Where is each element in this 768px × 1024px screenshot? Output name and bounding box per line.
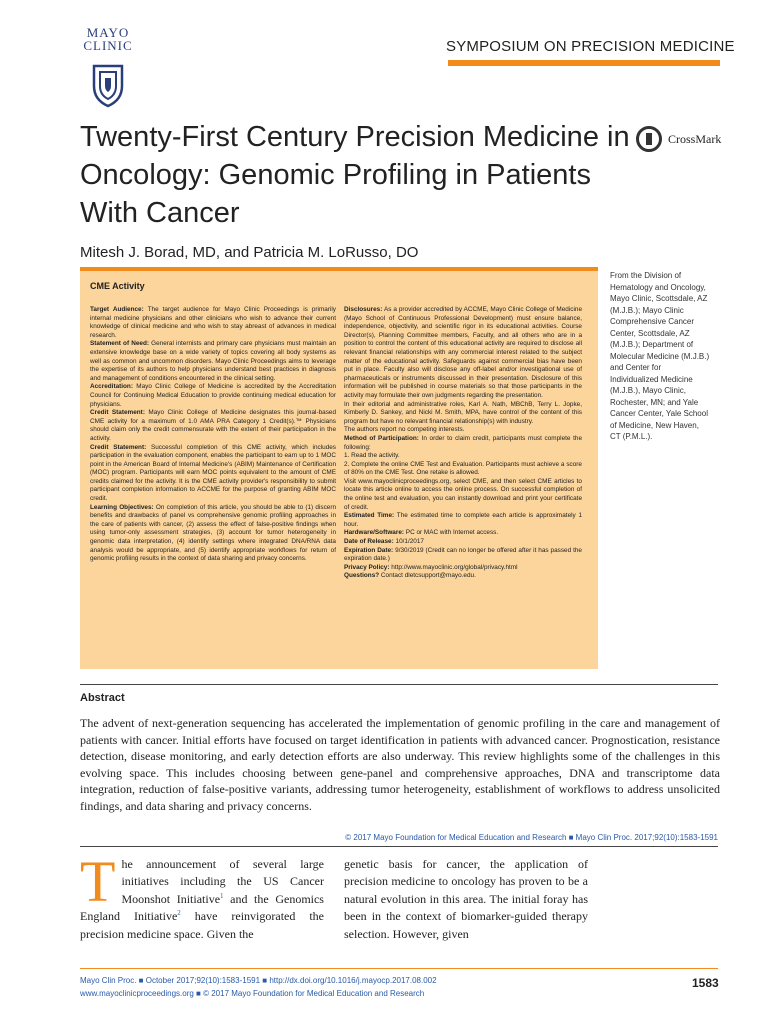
abstract-top-rule [80, 684, 718, 685]
cme-paragraph [344, 538, 582, 547]
cme-label: Accreditation: [90, 383, 133, 391]
cme-label: Method of Participation: [344, 434, 419, 442]
cme-label: Credit Statement: [90, 409, 145, 417]
cme-text: General internists and primary care physicians must maintain an extensive knowledge base on a wide variety of topics covering all body systems as well as common and uncommon disorders. Mayo Clinic Proceedings aims to leverage the expertise of its authors to help physicians understand best practices in diagnosis and management of conditions encountered in the clinical setting. [90, 340, 336, 382]
cme-text: Mayo Clinic College of Medicine is accredited by the Accreditation Council for Continuing Medical Education to provide continuing medical education for physicians. [90, 383, 336, 408]
reference-link-1[interactable]: 1 [220, 891, 224, 900]
footer-citation-link[interactable]: Mayo Clin Proc. ■ October 2017;92(10):1583-1591 ■ http://dx.doi.org/10.1016/j.mayocp.2017.08.002 [80, 976, 437, 985]
footer-website-link[interactable]: www.mayoclinicproceedings.org ■ © 2017 Mayo Foundation for Medical Education and Research [80, 989, 425, 998]
logo-text-line1: MAYO [86, 25, 130, 40]
cme-text: As a provider accredited by ACCME, Mayo Clinic College of Medicine (Mayo School of Continuous Professional Development) must ensure balance, independence, objectivity, and scientific rigor in its educational activities. Course Director(s), Planning Committee members, Faculty, and all others who are in a position to control the content of this educational activity are required to disclose all relevant financial relationships with any commercial interest related to the subject matter of the educational activity. Safeguards against commercial bias have been put in place. Faculty also will disclose any off-label and/or investigational use of pharmaceuticals or instruments discussed in their presentation. Disclosure of this information will be published in course materials so that those participants in the activity may formulate their own judgments regarding the presentation. [344, 306, 582, 399]
cme-paragraph [344, 529, 582, 538]
cme-text: 10/1/2017 [393, 538, 424, 546]
cme-paragraph [344, 547, 582, 564]
cme-paragraph [344, 572, 582, 581]
cme-label: Disclosures: [344, 306, 383, 313]
cme-paragraph [90, 409, 336, 443]
cme-text: Mayo Clinic College of Medicine designates this journal-based CME activity for a maximum of 1.0 AMA PRA Category 1 Credit(s).™ Physicians should claim only the credit commensurate with the extent of their participation in the activity. [90, 409, 336, 442]
cme-text: PC or MAC with Internet access. [404, 529, 499, 537]
cme-label: Credit Statement: [90, 443, 147, 451]
footer-rule [80, 968, 718, 969]
abstract-bottom-rule [80, 846, 718, 847]
cme-text: The estimated time to complete each article is approximately 1 hour. [344, 512, 582, 528]
mayo-clinic-logo [78, 26, 138, 112]
body-text-a: he announcement of several large initiatives including the US Cancer Moonshot Initiative [121, 857, 324, 906]
cme-paragraph [90, 444, 336, 504]
cme-paragraph [90, 340, 336, 383]
cme-right-column [344, 306, 582, 581]
cme-paragraph [344, 461, 582, 478]
cme-label: Privacy Policy: [344, 563, 390, 571]
cme-text: Contact dletcsupport@mayo.edu. [379, 572, 476, 580]
page-number: 1583 [692, 976, 719, 990]
cme-paragraph [344, 435, 582, 452]
author-affiliations: From the Division of Hematology and Oncology, Mayo Clinic, Scottsdale, AZ (M.J.B.); Mayo Clinic Comprehensive Cancer Center, Scottsdale, AZ (M.J.B.); Department of Molecular Medicine (M.J.B.) and Center for Individualized Medicine (M.J.B.), Mayo Clinic, Rochester, MN; and Yale Cancer Center, Yale School of Medicine, New Haven, CT (P.M.L.). [610, 271, 710, 441]
logo-text-line2: CLINIC [83, 38, 133, 53]
cme-paragraph [90, 504, 336, 564]
shield-icon [92, 64, 124, 108]
cme-label: Target Audience: [90, 306, 144, 313]
body-column-left [80, 849, 324, 943]
cme-label: Statement of Need: [90, 340, 149, 348]
section-header: SYMPOSIUM ON PRECISION MEDICINE [446, 38, 735, 55]
cme-paragraph [90, 383, 336, 409]
footer [80, 974, 437, 1000]
body-text-b: and the Genomics England Initiative [80, 891, 324, 924]
reference-link-2[interactable]: 2 [177, 909, 181, 918]
cme-label: Questions? [344, 572, 380, 580]
cme-text: In their editorial and administrative roles, Karl A. Nath, MBChB, Terry L. Jopke, Kimberly D. Sankey, and Nicki M. Smith, MPA, have control of the content of this program but have no relevant financial relationship(s) with industry. [344, 400, 582, 425]
cme-text: 2. Complete the online CME Test and Evaluation. Participants must achieve a score of 80% on the CME Test. One retake is allowed. [344, 460, 582, 477]
cme-label: Estimated Time: [344, 512, 395, 520]
cme-text: The target audience for Mayo Clinic Proceedings is primarily internal medicine physicians and other clinicians who wish to advance their current knowledge of clinical medicine and who wish to stay abreast of advances in medical research. [90, 306, 336, 339]
body-text-c: have reinvigorated the precision medicine space. Given the [80, 909, 324, 941]
cme-text: The authors report no competing interests. [344, 426, 465, 434]
body-column-right: genetic basis for cancer, the application of precision medicine to oncology has proven to be a natural evolution in this area. The initial foray has been in the context of biomarker-guided therapy selection. However, given [344, 857, 588, 941]
cme-text: 9/30/2019 (Credit can no longer be offered after it has passed the expiration date.) [344, 546, 582, 563]
abstract-text: The advent of next-generation sequencing has accelerated the implementation of genomic profiling in the care and management of patients with cancer. Initial efforts have focused on target identification in patients with advanced cancer. Prognostication, resistance detection, disease monitoring, and early detection efforts are also underway. This review highlights some of the challenges in this evolving space. This includes choosing between gene-panel and comprehensive approaches, DNA and transcriptome data integration, reduction of false-positive variants, addressing tumor heterogeneity, establishment of workflows to address unsolicited findings, and data sharing and privacy concerns. [80, 716, 720, 813]
cme-paragraph [344, 478, 582, 512]
authors: Mitesh J. Borad, MD, and Patricia M. LoRusso, DO [80, 244, 419, 261]
cme-label: Hardware/Software: [344, 529, 405, 537]
abstract-copyright: © 2017 Mayo Foundation for Medical Education and Research ■ Mayo Clin Proc. 2017;92(10):1583-1591 [345, 833, 718, 842]
cme-paragraph [344, 426, 582, 435]
abstract-heading: Abstract [80, 692, 125, 704]
cme-text: On completion of this article, you should be able to (1) discern benefits and drawbacks of panel vs comprehensive genomic profiling approaches in the care of patients with cancer, (2) assess the effect of false-positive findings when using tumor-only assessment strategies, (3) account for tumor heterogeneity in genomic data interpretation, (4) identify settings where integrated DNA/RNA data analysis would be appropriate, and (5) identify appropriate workflows for return of genomic profiling results in the context of data sharing and privacy concerns. [90, 503, 336, 563]
cme-paragraph [344, 306, 582, 401]
cme-paragraph [90, 306, 336, 340]
crossmark-label: CrossMark [668, 132, 722, 146]
cme-text: Successful completion of this CME activity, which includes participation in the evaluation component, enables the participant to earn up to 1 MOC point in the American Board of Internal Medicine's (ABIM) Maintenance of Certification (MOC) program. Participants will earn MOC points equivalent to the amount of CME credits claimed for the activity. It is the CME activity provider's responsibility to submit participant completion information to ACCME for the purpose of granting ABIM MOC credit. [90, 443, 337, 503]
cme-text: In order to claim credit, participants must complete the following: [344, 434, 582, 451]
cme-label: Learning Objectives: [90, 503, 154, 511]
drop-cap: T [80, 849, 116, 914]
cme-heading: CME Activity [90, 281, 145, 291]
cme-text: http://www.mayoclinic.org/global/privacy.html [389, 563, 518, 571]
cme-text: 1. Read the activity. [344, 452, 400, 460]
crossmark-badge[interactable] [636, 126, 726, 156]
cme-paragraph [344, 564, 582, 573]
section-rule [448, 60, 720, 66]
cme-paragraph [344, 452, 582, 461]
cme-left-column [90, 306, 336, 564]
cme-text: Visit www.mayoclinicproceedings.org, select CME, and then select CME articles to locate this article online to access the online process. On successful completion of the online test and evaluation, you can instantly download and print your certificate of credit. [344, 477, 582, 511]
cme-paragraph [344, 512, 582, 529]
crossmark-icon [636, 126, 662, 152]
cme-label: Expiration Date: [344, 546, 394, 554]
article-title: Twenty-First Century Precision Medicine in Oncology: Genomic Profiling in Patients With Cancer [80, 121, 630, 229]
cme-label: Date of Release: [344, 538, 394, 546]
cme-paragraph [344, 401, 582, 427]
